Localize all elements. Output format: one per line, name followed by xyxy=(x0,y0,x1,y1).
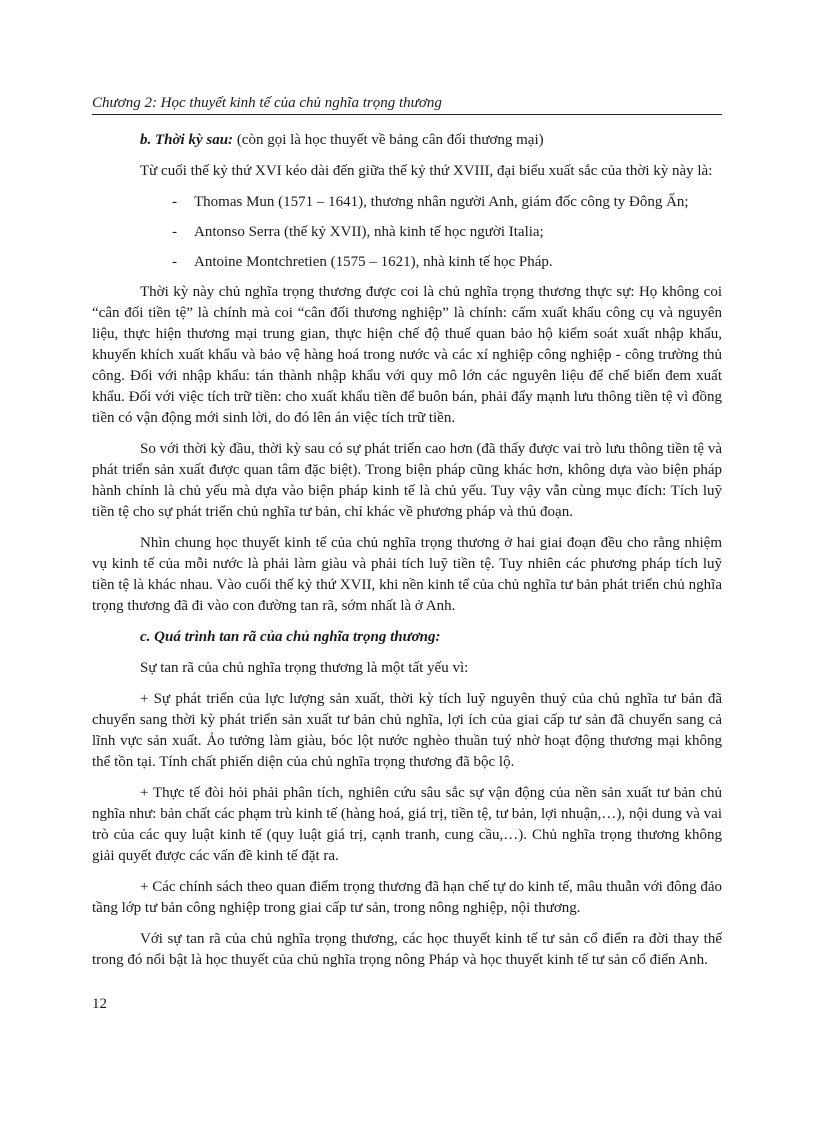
section-c-heading-line xyxy=(92,627,722,648)
section-b-intro: Từ cuối thế kỷ thứ XVI kéo dài đến giữa thế kỷ thứ XVIII, đại biểu xuất sắc của thời kỳ này là: xyxy=(140,163,713,179)
section-c-heading: c. Quá trình tan rã của chủ nghĩa trọng thương: xyxy=(140,629,441,645)
dash-marker: - xyxy=(172,254,177,270)
section-c-intro: Sự tan rã của chủ nghĩa trọng thương là một tất yếu vì: xyxy=(140,660,469,676)
list-item xyxy=(92,222,722,243)
page-number: 12 xyxy=(92,996,107,1012)
paragraph: + Thực tế đòi hỏi phải phân tích, nghiên cứu sâu sắc sự vận động của nền sản xuất tư bản chủ nghĩa như: bản chất các phạm trù kinh tế (hàng hoá, giá trị, tiền tệ, tư bản, lợi nhuận,…), nội dung và vai trò của các quy luật kinh tế (quy luật giá trị, cạnh tranh, cung cầu,…). Chủ nghĩa trọng thương không giải quyết được các vấn đề kinh tế đặt ra. xyxy=(92,785,722,864)
chapter-header: Chương 2: Học thuyết kinh tế của chủ nghĩa trọng thương xyxy=(92,94,722,115)
paragraph: Với sự tan rã của chủ nghĩa trọng thương, các học thuyết kinh tế tư sản cổ điển ra đời thay thế trong đó nổi bật là học thuyết của chủ nghĩa trọng nông Pháp và học thuyết kinh tế tư sản cổ điển Anh. xyxy=(92,931,722,968)
paragraph: So với thời kỳ đầu, thời kỳ sau có sự phát triển cao hơn (đã thấy được vai trò lưu thông tiền tệ và phát triển sản xuất được quan tâm đặc biệt). Trong biện pháp cũng khác hơn, không dựa vào biện pháp hành chính là chủ yếu mà dựa vào biện pháp kinh tế là chủ yếu. Tuy vậy vẫn cùng mục đích: Tích luỹ tiền tệ cho sự phát triển chủ nghĩa tư bản, chỉ khác về phương pháp và thủ đoạn. xyxy=(92,441,722,520)
dash-marker: - xyxy=(172,224,177,240)
section-b-heading-line xyxy=(92,130,722,151)
paragraph: + Sự phát triển của lực lượng sản xuất, thời kỳ tích luỹ nguyên thuỷ của chủ nghĩa tư bản đã chuyển sang thời kỳ phát triển sản xuất tư bản chủ nghĩa, lợi ích của giai cấp tư sản đã chuyển sang cả lĩnh vực sản xuất. Ảo tưởng làm giàu, bóc lột nước nghèo thuần tuý nhờ hoạt động thương mại không thể tồn tại. Tính chất phiến diện của chủ nghĩa trọng thương đã bộc lộ. xyxy=(92,691,722,770)
page-content xyxy=(92,130,722,981)
section-b-heading: b. Thời kỳ sau: xyxy=(140,132,234,148)
list-item-text: Antoine Montchretien (1575 – 1621), nhà kinh tế học Pháp. xyxy=(194,254,553,270)
list-item-text: Thomas Mun (1571 – 1641), thương nhân người Anh, giám đốc công ty Đông Ấn; xyxy=(194,194,689,210)
list-item xyxy=(92,252,722,273)
paragraph: Thời kỳ này chủ nghĩa trọng thương được coi là chủ nghĩa trọng thương thực sự: Họ không coi “cân đối tiền tệ” là chính mà coi “cân đối thương nghiệp” là chính: cấm xuất khẩu công cụ và nguyên liệu, thực hiện thương mại trung gian, thực hiện chế độ thuế quan bảo hộ kiểm soát xuất nhập khẩu, khuyến khích xuất khẩu và bảo vệ hàng hoá trong nước và các xí nghiệp công nghiệp - công trường thủ công. Đối với nhập khẩu: tán thành nhập khẩu với quy mô lớn các nguyên liệu để chế biến đem xuất khẩu. Đối với việc tích trữ tiền: cho xuất khẩu tiền để buôn bán, phải đẩy mạnh lưu thông tiền tệ vì đồng tiền có vận động mới sinh lời, do đó lên án việc tích trữ tiền. xyxy=(92,284,722,426)
representatives-list xyxy=(92,192,722,273)
dash-marker: - xyxy=(172,194,177,210)
paragraph: Nhìn chung học thuyết kinh tế của chủ nghĩa trọng thương ở hai giai đoạn đều cho rằng nhiệm vụ kinh tế của mỗi nước là phải làm giàu và phải tích luỹ tiền tệ. Tuy nhiên các phương pháp tích luỹ tiền tệ là khác nhau. Vào cuối thế kỷ thứ XVII, khi nền kinh tế của chủ nghĩa tư bản phát triển chủ nghĩa trọng thương đã đi vào con đường tan rã, sớm nhất là ở Anh. xyxy=(92,535,722,614)
section-b-heading-note: (còn gọi là học thuyết về bảng cân đối thương mại) xyxy=(233,132,544,148)
list-item xyxy=(92,192,722,213)
list-item-text: Antonso Serra (thế kỷ XVII), nhà kinh tế học người Italia; xyxy=(194,224,544,240)
paragraph: + Các chính sách theo quan điểm trọng thương đã hạn chế tự do kinh tế, mâu thuẫn với đông đảo tầng lớp tư bản công nghiệp trong giai cấp tư sản, trong nông nghiệp, nội thương. xyxy=(92,879,722,916)
